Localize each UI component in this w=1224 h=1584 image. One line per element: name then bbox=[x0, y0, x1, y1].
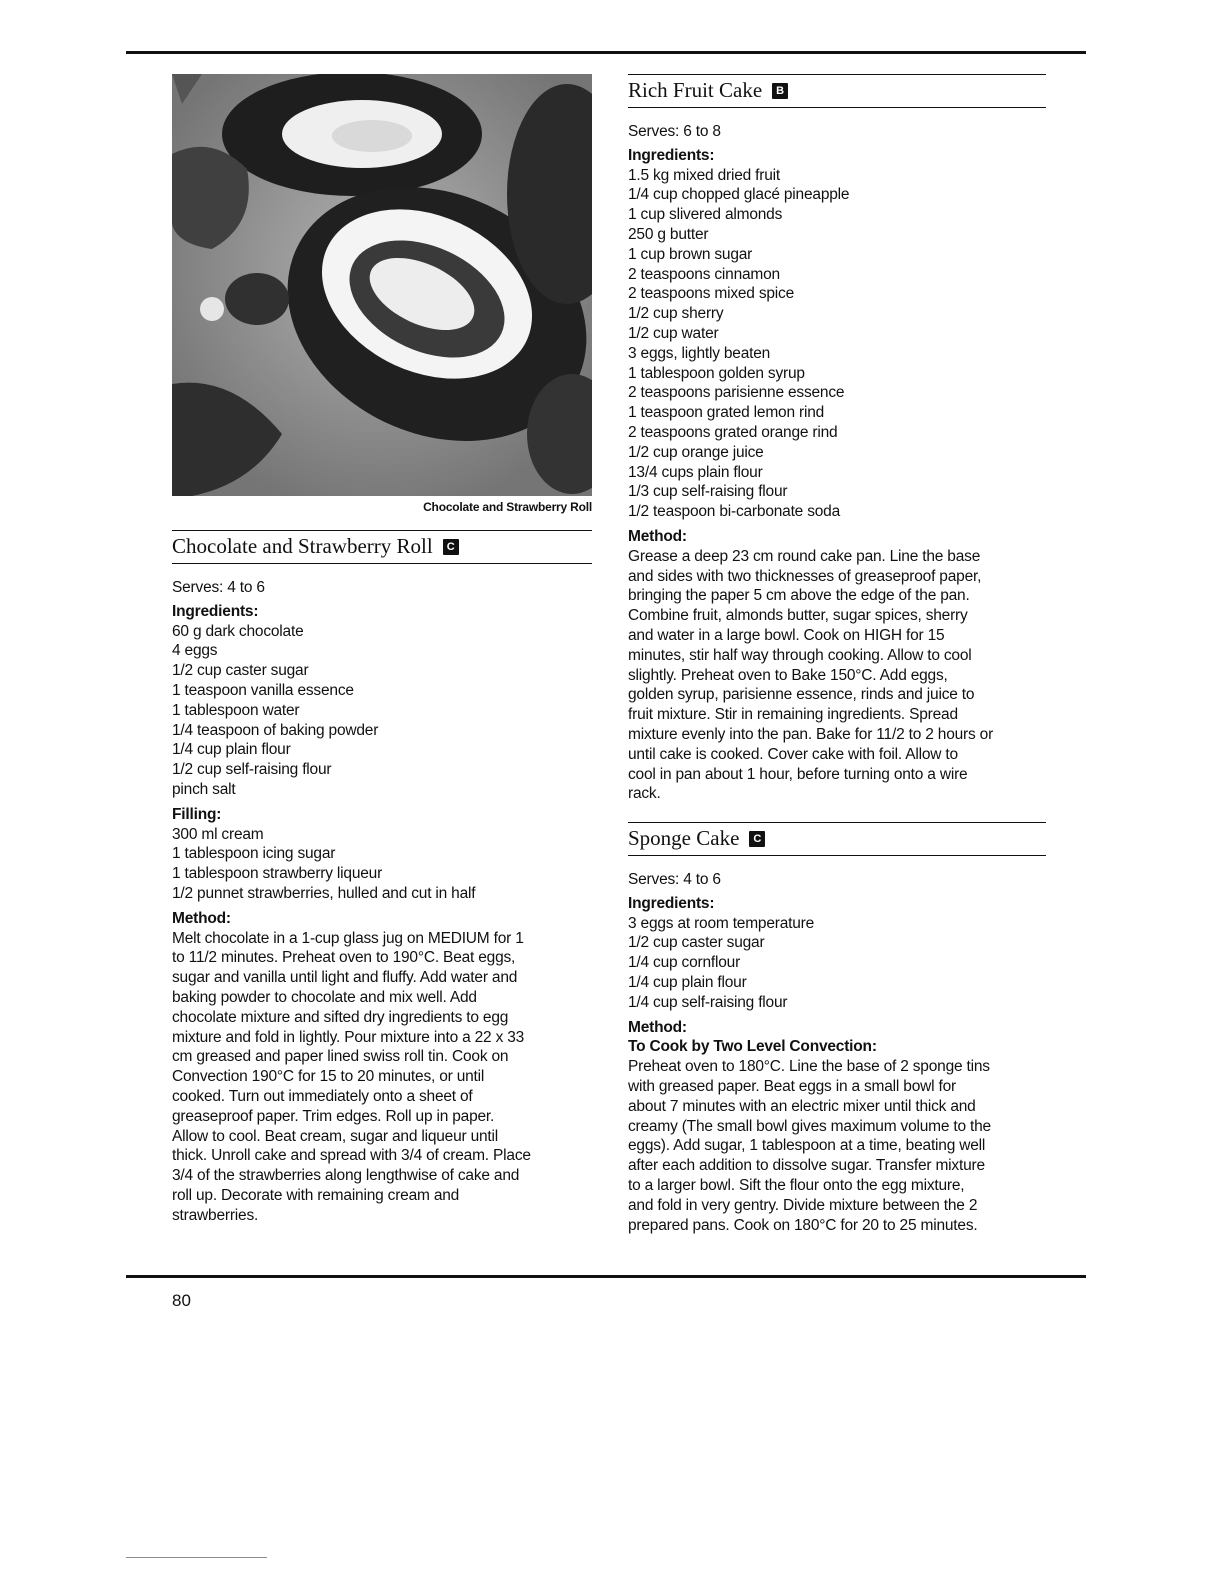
method-line: eggs). Add sugar, 1 tablespoon at a time, beating well bbox=[628, 1137, 986, 1155]
method-text bbox=[628, 547, 1046, 804]
method-line: until cake is cooked. Cover cake with foil. Allow to bbox=[628, 745, 958, 763]
filling-item: 1 tablespoon icing sugar bbox=[172, 845, 336, 863]
method-line: and water in a large bowl. Cook on HIGH for 15 bbox=[628, 626, 945, 644]
ingredients-list bbox=[628, 166, 1046, 522]
method-line: after each addition to dissolve sugar. Transfer mixture bbox=[628, 1157, 985, 1175]
ingredient-item: 1/4 cup chopped glacé pineapple bbox=[628, 186, 850, 204]
ingredient-item: 1/2 cup self-raising flour bbox=[172, 761, 332, 779]
filling-item: 1/2 punnet strawberries, hulled and cut in half bbox=[172, 884, 476, 902]
method-line: cool in pan about 1 hour, before turning onto a wire bbox=[628, 765, 968, 783]
ingredient-item: 2 teaspoons cinnamon bbox=[628, 265, 780, 283]
serves-text: Serves: 4 to 6 bbox=[628, 871, 721, 889]
ingredient-item: 1 tablespoon water bbox=[172, 701, 300, 719]
ingredients-list bbox=[172, 622, 592, 800]
method-line: minutes, stir half way through cooking. Allow to cool bbox=[628, 646, 972, 664]
method-line: strawberries. bbox=[172, 1206, 259, 1224]
recipe-title-bar bbox=[172, 530, 592, 564]
ingredient-item: 2 teaspoons grated orange rind bbox=[628, 423, 838, 441]
ingredient-item: 2 teaspoons mixed spice bbox=[628, 285, 794, 303]
ingredient-item: 1 tablespoon golden syrup bbox=[628, 364, 805, 382]
method-line: to 11/2 minutes. Preheat oven to 190°C. Beat eggs, bbox=[172, 949, 516, 967]
method-line: rack. bbox=[628, 785, 661, 803]
recipe-rich-fruit-cake bbox=[628, 74, 1046, 804]
method-text bbox=[172, 929, 592, 1226]
method-line: thick. Unroll cake and spread with 3/4 of cream. Place bbox=[172, 1147, 531, 1165]
method-line: prepared pans. Cook on 180°C for 20 to 25 minutes. bbox=[628, 1216, 978, 1234]
method-line: baking powder to chocolate and mix well. Add bbox=[172, 988, 477, 1006]
ingredient-item: 3 eggs, lightly beaten bbox=[628, 344, 771, 362]
recipe-title-bar bbox=[628, 822, 1046, 856]
ingredient-item: 3 eggs at room temperature bbox=[628, 914, 815, 932]
recipe-title: Chocolate and Strawberry Roll bbox=[172, 534, 433, 558]
method-line: Melt chocolate in a 1-cup glass jug on MEDIUM for 1 bbox=[172, 929, 524, 947]
page-number: 80 bbox=[172, 1291, 191, 1310]
filling-heading: Filling: bbox=[172, 805, 222, 823]
method-line: Grease a deep 23 cm round cake pan. Line the base bbox=[628, 547, 981, 565]
method-line: mixture and fold in lightly. Pour mixture into a 22 x 33 bbox=[172, 1028, 525, 1046]
method-line: cooked. Turn out immediately onto a sheet of bbox=[172, 1087, 473, 1105]
ingredients-heading: Ingredients: bbox=[628, 894, 715, 912]
method-line: fruit mixture. Stir in remaining ingredients. Spread bbox=[628, 706, 958, 724]
ingredient-item: 1/2 cup caster sugar bbox=[628, 934, 765, 952]
method-line: Preheat oven to 180°C. Line the base of 2 sponge tins bbox=[628, 1058, 990, 1076]
ingredient-item: 1/2 cup orange juice bbox=[628, 443, 764, 461]
method-line: to a larger bowl. Sift the flour onto the egg mixture, bbox=[628, 1177, 965, 1195]
method-line: roll up. Decorate with remaining cream and bbox=[172, 1186, 460, 1204]
method-line: 3/4 of the strawberries along lengthwise of cake and bbox=[172, 1167, 520, 1185]
ingredient-item: 13/4 cups plain flour bbox=[628, 463, 763, 481]
ingredient-item: 1 teaspoon grated lemon rind bbox=[628, 404, 825, 422]
ingredient-item: 1/2 cup water bbox=[628, 324, 719, 342]
ingredient-item: 1/2 cup sherry bbox=[628, 305, 724, 323]
method-line: cm greased and paper lined swiss roll tin. Cook on bbox=[172, 1048, 509, 1066]
method-line: Combine fruit, almonds butter, sugar spices, sherry bbox=[628, 607, 968, 625]
ingredient-item: 1.5 kg mixed dried fruit bbox=[628, 166, 780, 184]
recipe-chocolate-roll bbox=[172, 530, 592, 1226]
right-column bbox=[628, 74, 1046, 1235]
recipe-title: Sponge Cake bbox=[628, 826, 740, 851]
ingredient-item: 1/4 cup plain flour bbox=[172, 741, 291, 759]
ingredient-item: 1 cup brown sugar bbox=[628, 245, 753, 263]
method-line: sugar and vanilla until light and fluffy. Add water and bbox=[172, 969, 518, 987]
method-line: Convection 190°C for 15 to 20 minutes, or until bbox=[172, 1068, 485, 1086]
recipe-sponge-cake bbox=[628, 822, 1046, 1235]
ingredient-item: 1 cup slivered almonds bbox=[628, 206, 783, 224]
method-line: chocolate mixture and sifted dry ingredients to egg bbox=[172, 1008, 509, 1026]
ingredients-heading: Ingredients: bbox=[172, 602, 259, 620]
cook-mode-badge: C bbox=[749, 831, 765, 847]
method-heading: Method: bbox=[628, 527, 687, 545]
filling-list bbox=[172, 825, 592, 904]
method-heading: Method: bbox=[628, 1018, 687, 1036]
method-subheading: To Cook by Two Level Convection: bbox=[628, 1038, 877, 1056]
recipe-title-bar bbox=[628, 74, 1046, 108]
method-line: greaseproof paper. Trim edges. Roll up in paper. bbox=[172, 1107, 495, 1125]
left-column bbox=[172, 74, 592, 1226]
ingredient-item: 60 g dark chocolate bbox=[172, 622, 304, 640]
recipe-photo bbox=[172, 74, 592, 496]
method-line: mixture evenly into the pan. Bake for 11/2 to 2 hours or bbox=[628, 725, 994, 743]
method-line: and sides with two thicknesses of greaseproof paper, bbox=[628, 567, 982, 585]
top-rule bbox=[126, 51, 1086, 54]
method-line: with greased paper. Beat eggs in a small bowl for bbox=[628, 1078, 956, 1096]
serves-text: Serves: 6 to 8 bbox=[628, 123, 721, 140]
ingredient-item: 1/4 cup self-raising flour bbox=[628, 993, 788, 1011]
ingredient-item: 1/3 cup self-raising flour bbox=[628, 483, 788, 501]
method-heading: Method: bbox=[172, 909, 231, 927]
ingredients-heading: Ingredients: bbox=[628, 146, 715, 164]
ingredient-item: 1/2 teaspoon bi-carbonate soda bbox=[628, 503, 841, 521]
ingredient-item: 1/2 cup caster sugar bbox=[172, 662, 309, 680]
method-line: Allow to cool. Beat cream, sugar and liqueur until bbox=[172, 1127, 499, 1145]
ingredient-item: 1/4 cup plain flour bbox=[628, 974, 747, 992]
method-line: about 7 minutes with an electric mixer until thick and bbox=[628, 1097, 976, 1115]
serves-text: Serves: 4 to 6 bbox=[172, 579, 265, 596]
photo-caption: Chocolate and Strawberry Roll bbox=[423, 500, 592, 514]
ingredients-list bbox=[628, 914, 1046, 1013]
ingredient-item: 4 eggs bbox=[172, 642, 218, 660]
ingredient-item: 1/4 teaspoon of baking powder bbox=[172, 721, 379, 739]
bottom-rule bbox=[126, 1275, 1086, 1278]
ingredient-item: 1 teaspoon vanilla essence bbox=[172, 681, 354, 699]
ingredient-item: pinch salt bbox=[172, 780, 236, 798]
method-line: golden syrup, parisienne essence, rinds and juice to bbox=[628, 686, 975, 704]
method-line: creamy (The small bowl gives maximum volume to the bbox=[628, 1117, 991, 1135]
method-line: slightly. Preheat oven to Bake 150°C. Add eggs, bbox=[628, 666, 948, 684]
method-text bbox=[628, 1057, 1046, 1235]
ingredient-item: 2 teaspoons parisienne essence bbox=[628, 384, 845, 402]
method-line: bringing the paper 5 cm above the edge of the pan. bbox=[628, 587, 970, 605]
link-underline bbox=[126, 1557, 267, 1558]
ingredient-item: 250 g butter bbox=[628, 225, 709, 243]
method-line: and fold in very gentry. Divide mixture between the 2 bbox=[628, 1196, 978, 1214]
filling-item: 1 tablespoon strawberry liqueur bbox=[172, 865, 383, 883]
recipe-title: Rich Fruit Cake bbox=[628, 78, 763, 102]
ingredient-item: 1/4 cup cornflour bbox=[628, 954, 741, 972]
cook-mode-badge: B bbox=[772, 83, 788, 99]
filling-item: 300 ml cream bbox=[172, 825, 264, 843]
cook-mode-badge: C bbox=[443, 539, 459, 555]
